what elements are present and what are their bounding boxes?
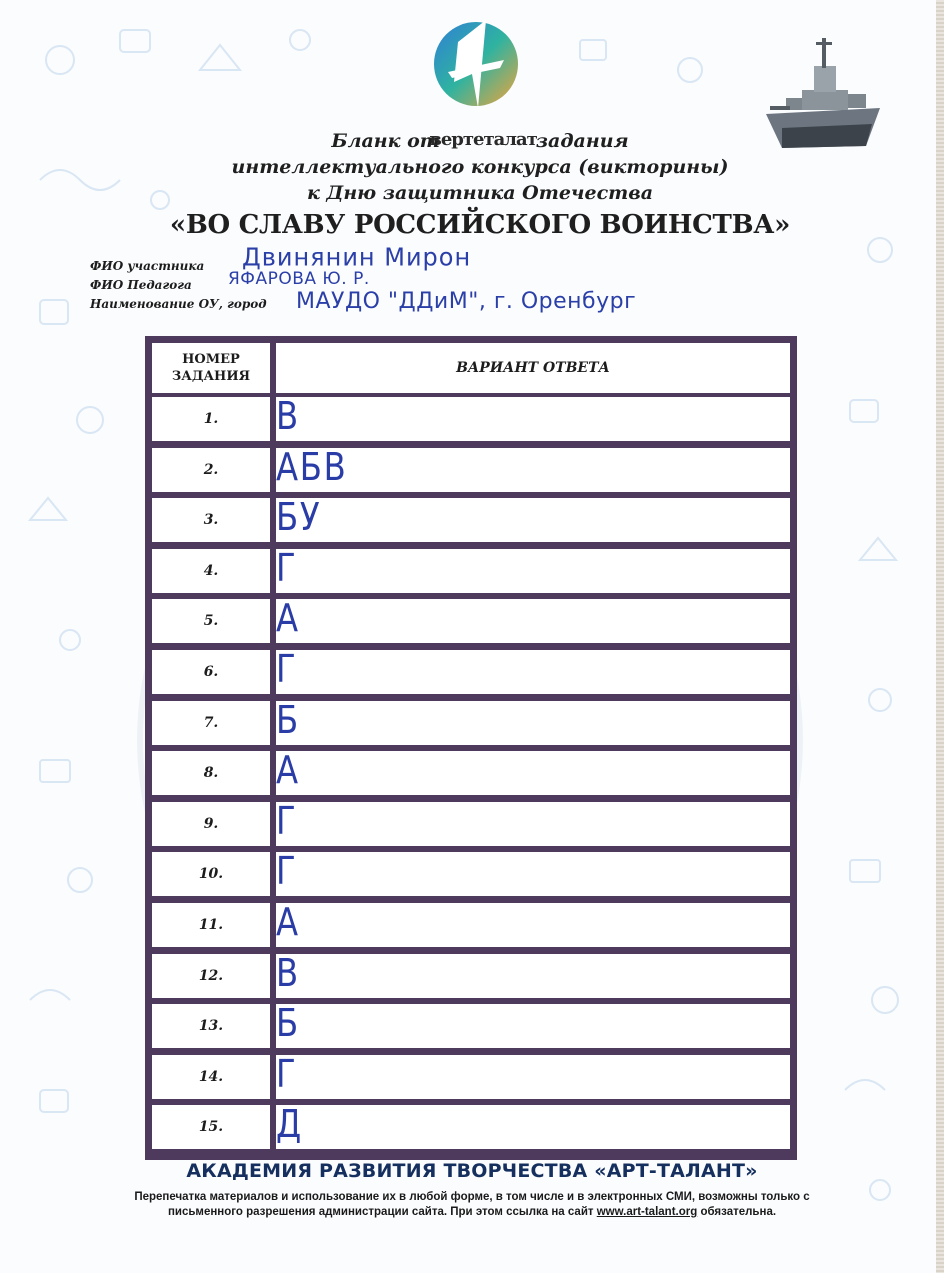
site-link[interactable]: www.art-talant.org <box>596 1206 698 1218</box>
task-number: 6. <box>152 650 270 694</box>
answer-cell <box>276 1102 790 1149</box>
heading-line-3: к Дню защитника Отечества <box>306 182 654 204</box>
handwritten-answer: В <box>276 394 300 438</box>
task-number: 1. <box>152 397 270 441</box>
handwritten-answer: А <box>276 900 300 944</box>
copyright-note <box>100 1190 844 1220</box>
participant-fields <box>90 242 790 314</box>
task-number: 2. <box>152 448 270 492</box>
school-row <box>90 289 790 314</box>
copyright-note-end: обязательна. <box>697 1206 777 1218</box>
heading-line-1-prefix: Бланк от <box>331 130 440 152</box>
answer-cell <box>276 900 790 947</box>
answer-cell <box>276 647 790 694</box>
answer-cell <box>276 849 790 896</box>
heading-line-1-suffix: задания <box>535 130 629 152</box>
teacher-label: ФИО Педагога <box>90 278 192 292</box>
teacher-value: ЯФАРОВА Ю. Р. <box>228 269 370 289</box>
school-value: МАУДО "ДДиМ", г. Оренбург <box>296 289 637 314</box>
handwritten-answer: Г <box>276 798 298 843</box>
table-header <box>152 343 790 393</box>
task-number: 15. <box>152 1105 270 1149</box>
heading-line-2: интеллектуального конкурса (викторины) <box>231 156 729 178</box>
handwritten-answer: Г <box>276 1051 298 1096</box>
handwritten-answer: А <box>276 748 300 793</box>
participant-label: ФИО участника <box>90 259 205 273</box>
participant-value: Двинянин Мирон <box>242 242 472 272</box>
table-row <box>152 394 790 441</box>
form-heading <box>150 128 810 242</box>
answer-cell <box>276 596 790 643</box>
heading-line-1 <box>150 128 810 154</box>
table-row <box>152 950 790 998</box>
task-number: 3. <box>152 498 270 542</box>
table-row <box>152 798 790 846</box>
contest-title: «ВО СЛАВУ РОССИЙСКОГО ВОИНСТВА» <box>169 210 791 240</box>
handwritten-answer: Б <box>276 697 300 742</box>
art-talant-logo <box>428 12 524 112</box>
paper-edge <box>936 0 944 1273</box>
participant-row <box>90 242 790 274</box>
task-number: 14. <box>152 1055 270 1099</box>
answer-cell <box>276 394 790 441</box>
table-row <box>152 545 790 593</box>
heading-overprint: вертеталат <box>429 129 537 150</box>
handwritten-answer: Д <box>276 1102 303 1147</box>
answer-cell <box>276 545 790 593</box>
handwritten-answer: Б <box>276 1001 300 1046</box>
handwritten-answer: Г <box>276 849 298 894</box>
table-row <box>152 647 790 694</box>
table-row <box>152 495 790 542</box>
column-header-number-line-1: НОМЕР <box>182 352 240 367</box>
task-number: 5. <box>152 599 270 643</box>
table-row <box>152 444 790 492</box>
handwritten-answer: АБВ <box>276 444 348 489</box>
task-number: 13. <box>152 1004 270 1048</box>
column-header-number-line-2: ЗАДАНИЯ <box>171 369 251 384</box>
heading-line-1-text <box>331 128 628 154</box>
table-row <box>152 900 790 947</box>
column-header-answer: ВАРИАНТ ОТВЕТА <box>276 343 790 393</box>
handwritten-answer: А <box>276 596 300 641</box>
answer-cell <box>276 444 790 492</box>
table-row <box>152 697 790 745</box>
answer-cell <box>276 748 790 795</box>
column-header-number <box>152 343 270 393</box>
answer-cell <box>276 1001 790 1048</box>
task-number: 7. <box>152 701 270 745</box>
answer-cell <box>276 495 790 542</box>
task-number: 4. <box>152 549 270 593</box>
handwritten-answer: Г <box>276 545 298 590</box>
school-label: Наименование ОУ, город <box>90 297 267 311</box>
table-row <box>152 849 790 896</box>
answer-cell <box>276 798 790 846</box>
task-number: 9. <box>152 802 270 846</box>
task-number: 10. <box>152 852 270 896</box>
table-row <box>152 1102 790 1149</box>
table-row <box>152 748 790 795</box>
table-row <box>152 1051 790 1099</box>
handwritten-answer: Г <box>276 647 298 691</box>
task-number: 12. <box>152 954 270 998</box>
handwritten-answer: БУ <box>276 495 322 540</box>
answer-cell <box>276 697 790 745</box>
answer-cell <box>276 1051 790 1099</box>
answer-cell <box>276 950 790 998</box>
task-number: 8. <box>152 751 270 795</box>
copyright-note-text: Перепечатка материалов и использование их в любой форме, в том числе и в электронных СМИ, возможны только с письменного разрешения администрации сайта. При этом ссылка на сайт <box>134 1191 810 1218</box>
task-number: 11. <box>152 903 270 947</box>
table-row <box>152 596 790 643</box>
table-row <box>152 1001 790 1048</box>
handwritten-answer: В <box>276 950 300 995</box>
academy-name: АКАДЕМИЯ РАЗВИТИЯ ТВОРЧЕСТВА «АРТ-ТАЛАНТ» <box>186 1160 758 1182</box>
answer-table <box>145 336 797 1160</box>
